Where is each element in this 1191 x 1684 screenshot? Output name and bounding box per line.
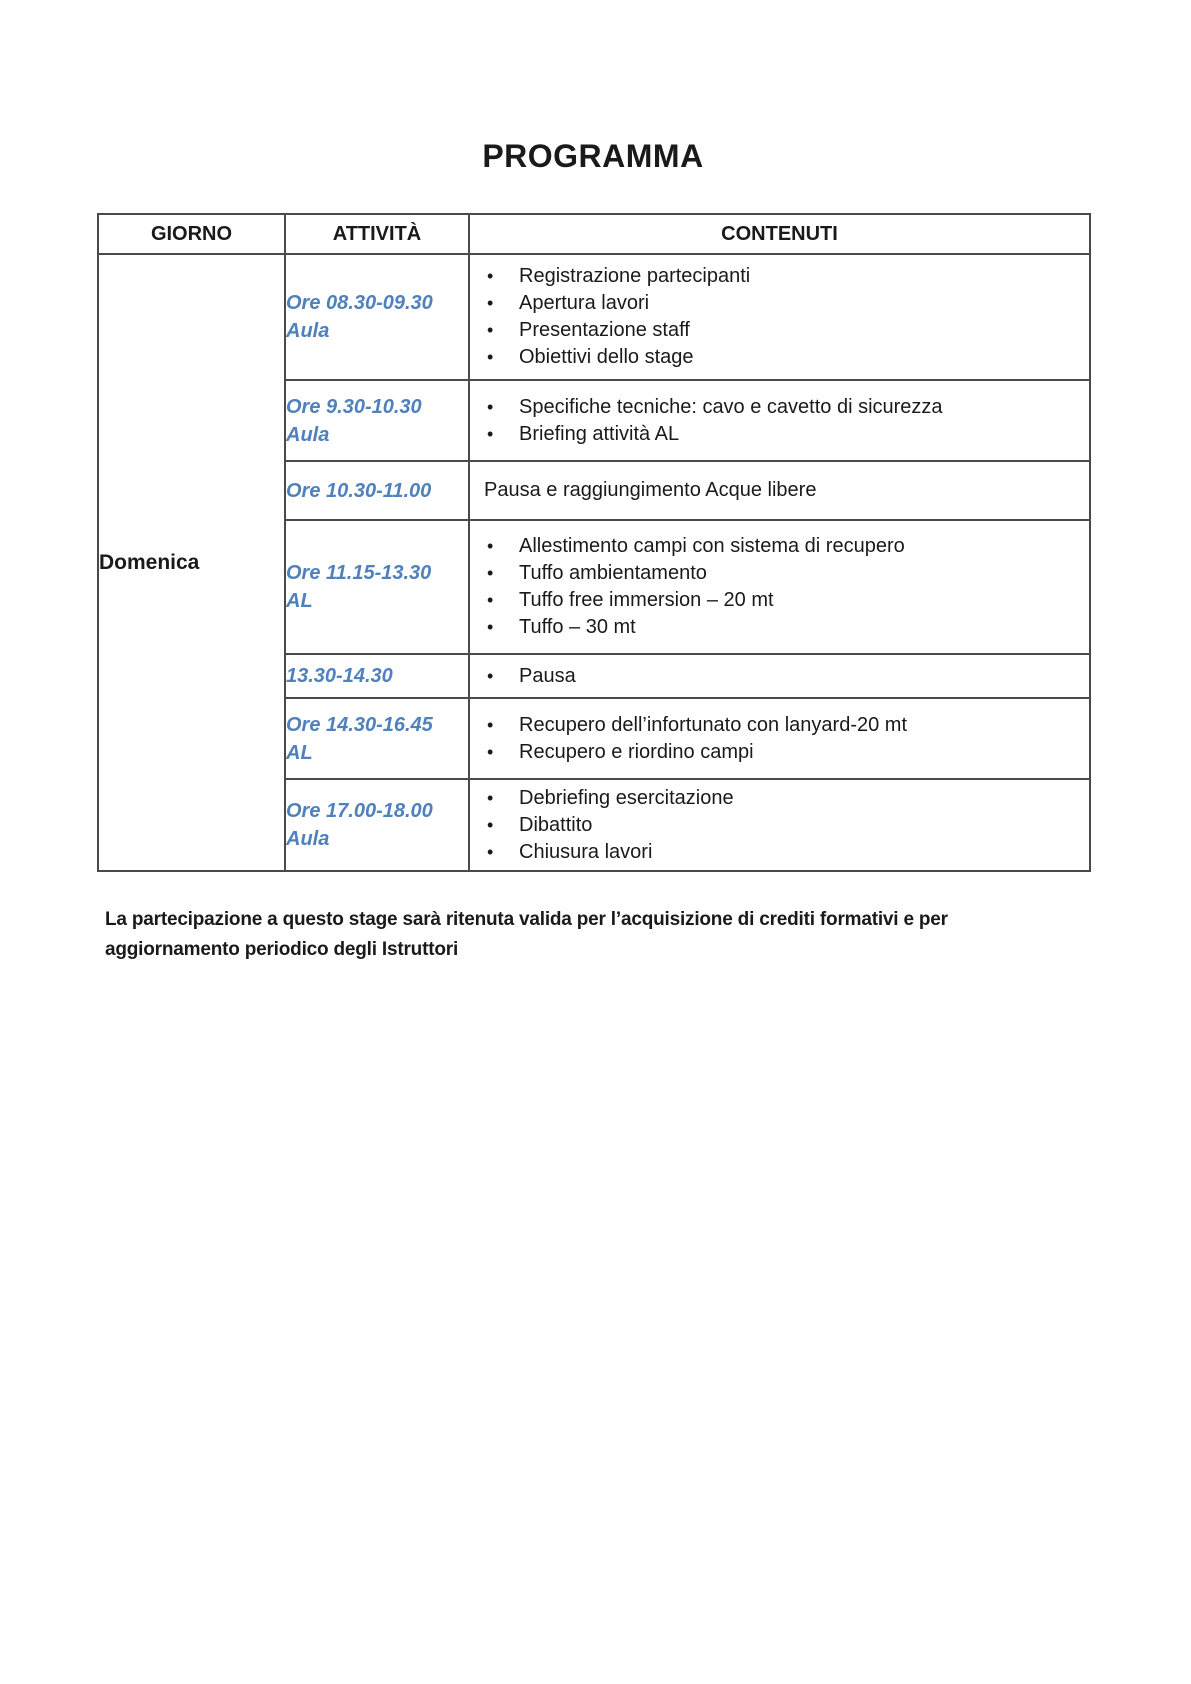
time-cell [285,461,469,520]
time-range: Ore 11.15-13.30 [286,562,432,584]
bullet-list [470,263,1089,371]
time-range: Ore 08.30-09.30 [286,292,433,314]
bullet-item: • Chiusura lavori [470,839,1089,866]
bullet-item: • Tuffo – 30 mt [470,614,1089,641]
time-range: Ore 10.30-11.00 [286,479,432,502]
content-cell [469,654,1090,698]
time-range: 13.30-14.30 [286,665,393,687]
content-cell [469,461,1090,520]
program-table [97,213,1091,872]
bullet-list [470,533,1089,641]
bullet-list [470,394,1089,448]
time-range: Ore 14.30-16.45 [286,713,433,736]
bullet-item: • Dibattito [470,812,1089,839]
table-header-row [98,214,1090,254]
bullet-item: • Pausa [470,663,1089,690]
time-cell [285,779,469,871]
bullet-item: • Debriefing esercitazione [470,785,1089,812]
bullet-list [470,663,1089,690]
time-cell [285,520,469,654]
time-cell [285,698,469,779]
time-cell [285,254,469,380]
bullet-item: • Apertura lavori [470,290,1089,317]
time-location: Aula [286,320,330,342]
column-header-giorno: GIORNO [98,214,285,254]
table-row [98,254,1090,380]
content-cell [469,779,1090,871]
time-location: AL [286,590,313,612]
time-range: Ore 17.00-18.00 [286,800,433,822]
time-location: AL [286,741,313,764]
time-cell [285,380,469,461]
bullet-list [470,712,1089,766]
time-location: Aula [286,828,330,850]
footer-note: La partecipazione a questo stage sarà ritenuta valida per l’acquisizione di crediti formativi e per aggiornamento periodico degli Istruttori [105,909,948,960]
content-cell [469,254,1090,380]
bullet-item: • Recupero e riordino campi [470,739,1089,766]
bullet-item: • Tuffo ambientamento [470,560,1089,587]
bullet-item: • Briefing attività AL [470,421,1089,448]
column-header-contenuti: CONTENUTI [469,214,1090,254]
content-cell [469,380,1090,461]
day-cell: Domenica [98,254,285,871]
bullet-list [470,785,1089,866]
bullet-item: • Allestimento campi con sistema di recupero [470,533,1089,560]
content-text: Pausa e raggiungimento Acque libere [484,479,817,501]
page-title: PROGRAMMA [482,138,704,174]
bullet-item: • Registrazione partecipanti [470,263,1089,290]
time-range: Ore 9.30-10.30 [286,395,422,418]
bullet-item: • Recupero dell’infortunato con lanyard-20 mt [470,712,1089,739]
bullet-item: • Tuffo free immersion – 20 mt [470,587,1089,614]
content-cell [469,698,1090,779]
content-cell [469,520,1090,654]
time-location: Aula [286,423,330,446]
bullet-item: • Specifiche tecniche: cavo e cavetto di sicurezza [470,394,1089,421]
bullet-item: • Presentazione staff [470,317,1089,344]
time-cell [285,654,469,698]
bullet-item: • Obiettivi dello stage [470,344,1089,371]
column-header-attivita: ATTIVITÀ [285,214,469,254]
